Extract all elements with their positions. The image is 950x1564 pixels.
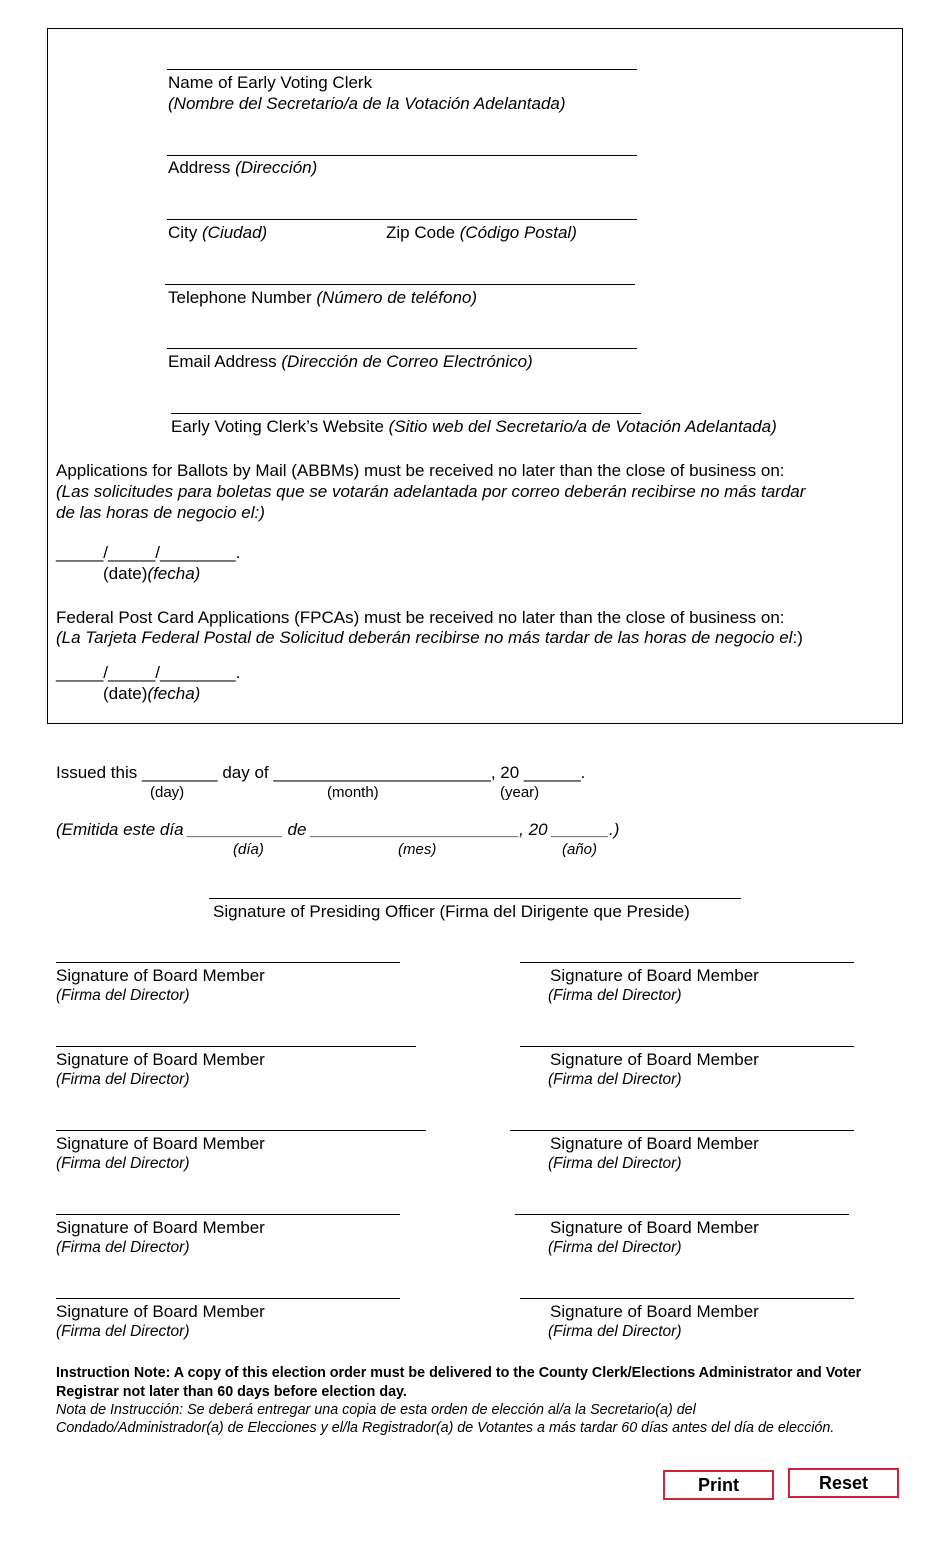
board-signature-label: Signature of Board Member (550, 1134, 759, 1153)
board-signature-translation: (Firma del Director) (548, 1155, 682, 1172)
reset-button[interactable]: Reset (788, 1468, 899, 1498)
board-signature-line[interactable] (56, 962, 400, 963)
clerk-name-label: Name of Early Voting Clerk (168, 73, 373, 92)
board-signature-translation: (Firma del Director) (548, 987, 682, 1004)
issued-year-label-es: (año) (562, 841, 598, 858)
email-line[interactable] (167, 348, 637, 349)
board-signature-line[interactable] (510, 1130, 854, 1131)
abbm-translation-1: (Las solicitudes para boletas que se votarán adelantada por correo deberán recibirse no más tardar (56, 482, 806, 501)
board-signature-label: Signature of Board Member (550, 966, 759, 985)
board-signature-translation: (Firma del Director) (56, 1071, 190, 1088)
email-label: Email Address (Dirección de Correo Electrónico) (168, 352, 533, 371)
board-signature-translation: (Firma del Director) (548, 1071, 682, 1088)
board-signature-label: Signature of Board Member (56, 966, 265, 985)
abbm-translation-2: de las horas de negocio el:) (56, 503, 265, 522)
board-signature-line[interactable] (56, 1298, 400, 1299)
board-signature-translation: (Firma del Director) (548, 1323, 682, 1340)
board-signature-line[interactable] (515, 1214, 849, 1215)
board-signature-line[interactable] (520, 1046, 854, 1047)
presiding-officer-label: Signature of Presiding Officer (Firma del Dirigente que Preside) (213, 902, 690, 921)
issued-month-label-es: (mes) (398, 841, 437, 858)
fpca-date-label: (date)(fecha) (103, 684, 201, 703)
fpca-translation: (La Tarjeta Federal Postal de Solicitud deberán recibirse no más tardar de las horas de negocio el:) (56, 628, 803, 647)
board-signature-line[interactable] (56, 1046, 416, 1047)
website-line[interactable] (171, 413, 641, 414)
board-signature-label: Signature of Board Member (56, 1218, 265, 1237)
telephone-line[interactable] (165, 284, 635, 285)
board-signature-label: Signature of Board Member (56, 1134, 265, 1153)
fpca-date-blank[interactable]: _____/_____/________. (56, 663, 241, 682)
board-signature-label: Signature of Board Member (56, 1302, 265, 1321)
instruction-note-italic: Nota de Instrucción: Se deberá entregar una copia de esta orden de elección al/a la Secretario(a) del Condado/Administrador(a) de Elecciones y el/la Registrador(a) de Votantes a más tardar 60 días antes del día de elección. (56, 1402, 835, 1436)
instruction-note-bold: Instruction Note: A copy of this election order must be delivered to the County Clerk/Elections Administrator and Voter Registrar not later than 60 days before election day. (56, 1365, 862, 1400)
telephone-label: Telephone Number (Número de teléfono) (168, 288, 478, 307)
website-label: Early Voting Clerk’s Website (Sitio web del Secretario/a de Votación Adelantada) (171, 417, 777, 436)
board-signature-translation: (Firma del Director) (56, 1155, 190, 1172)
abbm-date-label: (date)(fecha) (103, 564, 201, 583)
abbm-date-blank[interactable]: _____/_____/________. (56, 543, 241, 562)
clerk-name-translation: (Nombre del Secretario/a de la Votación Adelantada) (168, 94, 566, 113)
address-label: Address (Dirección) (168, 158, 318, 177)
board-signature-translation: (Firma del Director) (56, 1239, 190, 1256)
board-signature-label: Signature of Board Member (550, 1218, 759, 1237)
address-line[interactable] (167, 155, 637, 156)
board-signature-translation: (Firma del Director) (56, 987, 190, 1004)
board-signature-label: Signature of Board Member (56, 1050, 265, 1069)
board-signature-line[interactable] (56, 1130, 426, 1131)
board-signature-translation: (Firma del Director) (56, 1323, 190, 1340)
issued-day-label: (day) (150, 784, 185, 801)
issued-day-label-es: (día) (233, 841, 264, 858)
print-button[interactable]: Print (663, 1470, 774, 1500)
presiding-officer-line[interactable] (209, 898, 741, 899)
board-signature-label: Signature of Board Member (550, 1302, 759, 1321)
issued-month-label: (month) (327, 784, 379, 801)
board-signature-line[interactable] (520, 962, 854, 963)
board-signature-line[interactable] (56, 1214, 400, 1215)
board-signature-line[interactable] (520, 1298, 854, 1299)
city-zip-line[interactable] (167, 219, 637, 220)
abbm-text: Applications for Ballots by Mail (ABBMs) must be received no later than the close of business on: (56, 461, 785, 480)
issued-line[interactable]: Issued this ________ day of _______________________, 20 ______. (56, 763, 586, 782)
fpca-text: Federal Post Card Applications (FPCAs) must be received no later than the close of business on: (56, 608, 785, 627)
city-label: City (Ciudad) (168, 223, 268, 242)
board-signature-label: Signature of Board Member (550, 1050, 759, 1069)
issued-line-es[interactable]: (Emitida este día __________ de ______________________, 20 ______.) (56, 820, 620, 839)
zip-label: Zip Code (Código Postal) (386, 223, 577, 242)
board-signature-translation: (Firma del Director) (548, 1239, 682, 1256)
clerk-name-line[interactable] (167, 69, 637, 70)
issued-year-label: (year) (500, 784, 540, 801)
